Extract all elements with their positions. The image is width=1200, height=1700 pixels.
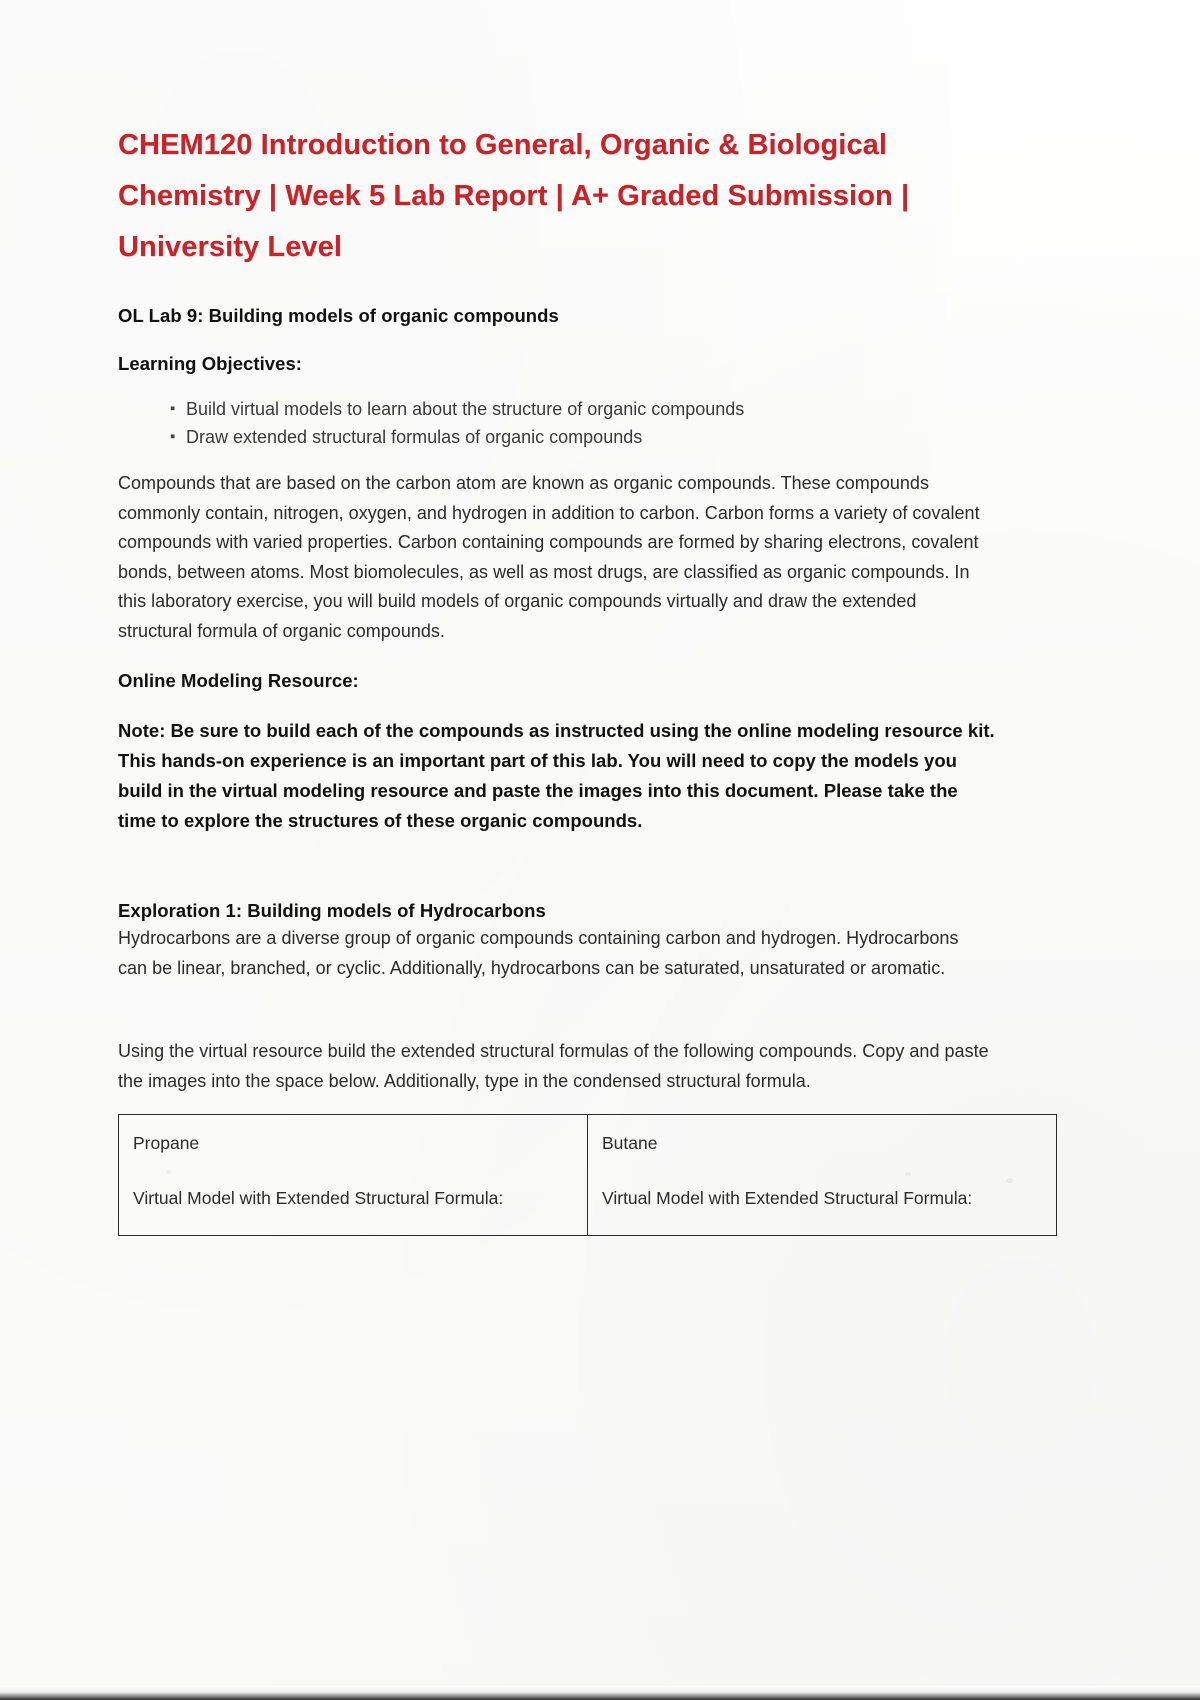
bullet-point-icon: ▪ [170,400,176,417]
compound-table [118,1114,1057,1236]
instructions-paragraph: Using the virtual resource build the extended structural formulas of the following compounds. Copy and paste the images into the space below. Additionally, type in the condensed structural formula. [118,1041,989,1091]
compound-prompt: Virtual Model with Extended Structural Formula: [133,1188,504,1208]
page-title-line-3: University Level [118,231,343,263]
learning-objectives-heading: Learning Objectives: [118,353,302,374]
exploration-paragraph: Hydrocarbons are a diverse group of organic compounds containing carbon and hydrogen. Hydrocarbons can be linear, branched, or cyclic. Additionally, hydrocarbons can be saturated, unsaturated or aromatic. [118,928,959,978]
online-modeling-resource-heading: Online Modeling Resource: [118,670,359,691]
list-item-label: Build virtual models to learn about the structure of organic compounds [186,399,745,419]
page-title [118,120,1018,273]
table-cell-propane [119,1115,588,1236]
compound-prompt: Virtual Model with Extended Structural Formula: [602,1188,973,1208]
exploration-heading: Exploration 1: Building models of Hydrocarbons [118,900,546,921]
learning-objectives-list [118,395,1018,451]
intro-paragraph: Compounds that are based on the carbon atom are known as organic compounds. These compounds commonly contain, nitrogen, oxygen, and hydrogen in addition to carbon. Carbon forms a variety of covalent compounds with varied properties. Carbon containing compounds are formed by sharing electrons, covalent bonds, between atoms. Most biomolecules, as well as most drugs, are classified as organic compounds. In this laboratory exercise, you will build models of organic compounds virtually and draw the extended structural formula of organic compounds. [118,473,980,641]
lab-heading: OL Lab 9: Building models of organic compounds [118,305,559,326]
list-item [118,395,1018,423]
page-title-line-1: CHEM120 Introduction to General, Organic & Biological [118,129,888,161]
document-body [118,120,1018,1236]
list-item-label: Draw extended structural formulas of organic compounds [186,427,643,447]
table-row [119,1115,1057,1236]
page-bottom-edge [0,1686,1200,1700]
table-cell-butane [588,1115,1057,1236]
note-paragraph: Note: Be sure to build each of the compounds as instructed using the online modeling resource kit. This hands-on experience is an important part of this lab. You will need to copy the models you build in the virtual modeling resource and paste the images into this document. Please take the time to explore the structures of these organic compounds. [118,720,995,831]
list-item [118,423,1018,451]
bullet-point-icon: ▪ [170,428,176,445]
compound-name: Propane [133,1133,200,1153]
compound-name: Butane [602,1133,658,1153]
page-title-line-2: Chemistry | Week 5 Lab Report | A+ Graded Submission | [118,180,910,212]
